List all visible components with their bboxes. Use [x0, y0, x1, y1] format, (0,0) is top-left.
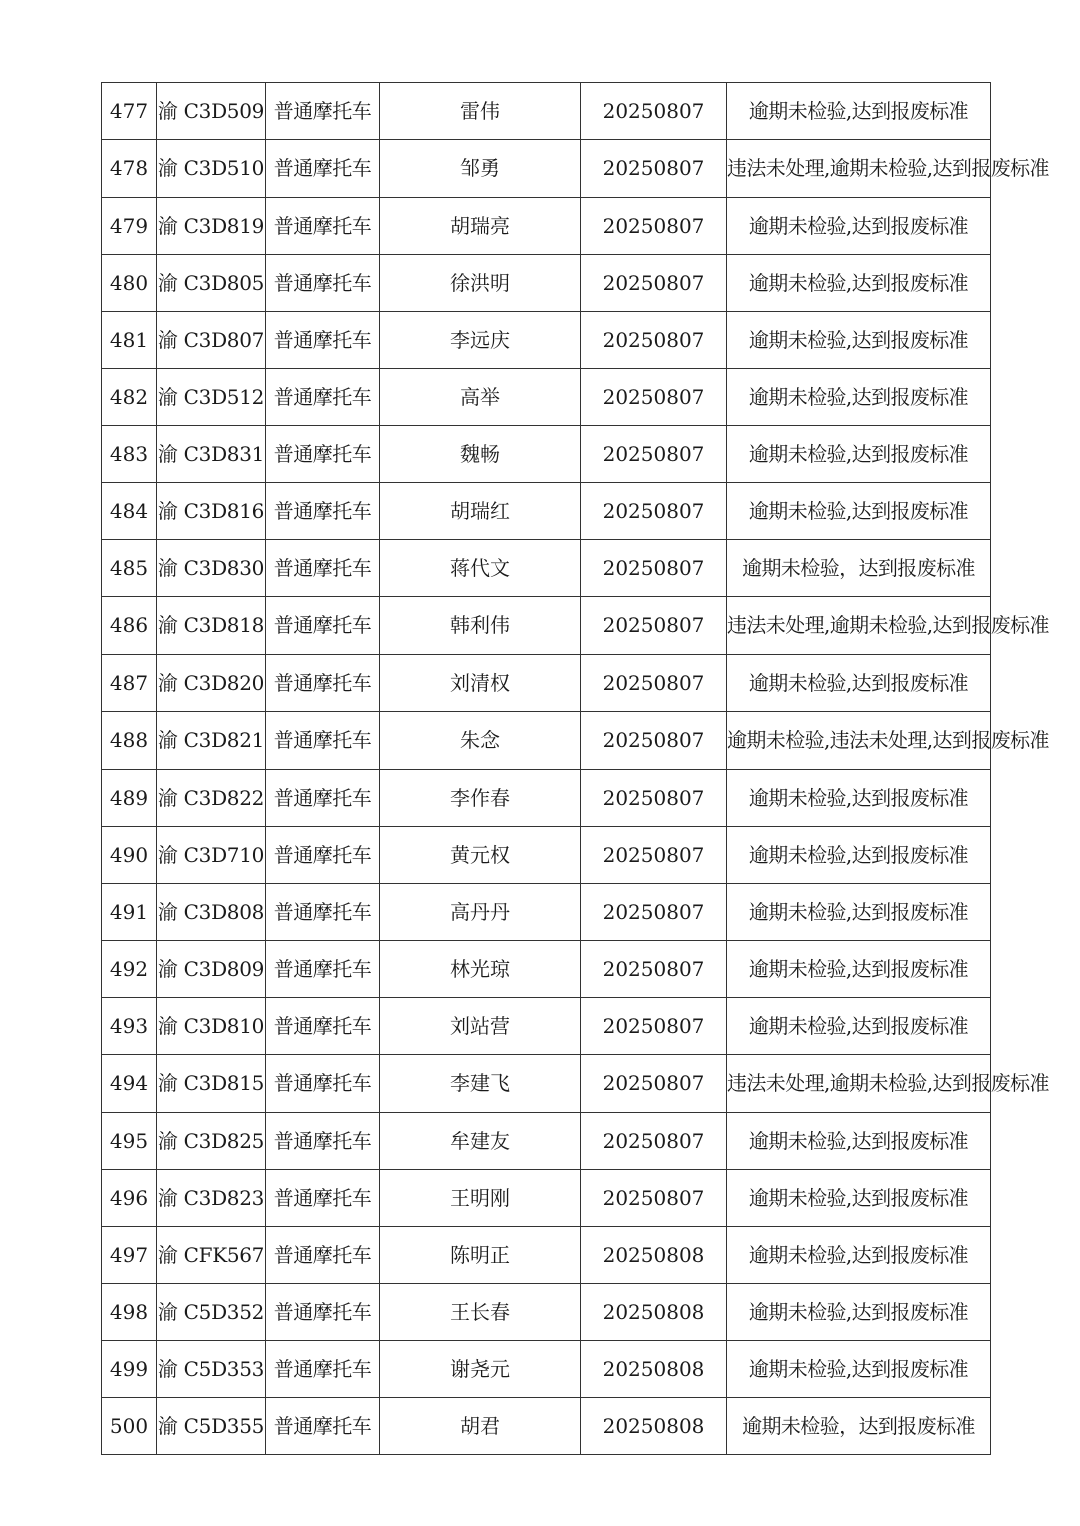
date-cell: 20250807 — [581, 941, 727, 998]
owner-name-cell: 李作春 — [380, 770, 581, 827]
row-number-cell: 486 — [102, 597, 157, 655]
reason-cell: 逾期未检验,达到报废标准 — [727, 1341, 991, 1398]
row-number-cell: 494 — [102, 1055, 157, 1113]
owner-name-cell: 高举 — [380, 369, 581, 426]
table-row — [102, 998, 991, 1055]
date-cell: 20250807 — [581, 369, 727, 426]
date-cell: 20250807 — [581, 1055, 727, 1113]
table-row — [102, 1341, 991, 1398]
owner-name-cell: 蒋代文 — [380, 540, 581, 597]
row-number-cell: 493 — [102, 998, 157, 1055]
date-cell: 20250807 — [581, 827, 727, 884]
row-number-cell: 500 — [102, 1398, 157, 1455]
reason-cell: 逾期未检验,达到报废标准 — [727, 312, 991, 369]
vehicle-type-cell: 普通摩托车 — [266, 483, 380, 540]
table-row — [102, 1055, 991, 1113]
vehicle-type-cell: 普通摩托车 — [266, 770, 380, 827]
row-number-cell: 491 — [102, 884, 157, 941]
vehicle-type-cell: 普通摩托车 — [266, 1055, 380, 1113]
reason-cell: 逾期未检验,达到报废标准 — [727, 83, 991, 140]
date-cell: 20250808 — [581, 1284, 727, 1341]
table-row — [102, 827, 991, 884]
date-cell: 20250807 — [581, 1170, 727, 1227]
owner-name-cell: 刘站营 — [380, 998, 581, 1055]
reason-cell: 逾期未检验,达到报废标准 — [727, 770, 991, 827]
plate-number-cell: 渝 C3D808 — [157, 884, 266, 941]
row-number-cell: 496 — [102, 1170, 157, 1227]
table-row — [102, 140, 991, 198]
plate-number-cell: 渝 C3D805 — [157, 255, 266, 312]
row-number-cell: 497 — [102, 1227, 157, 1284]
date-cell: 20250807 — [581, 83, 727, 140]
plate-number-cell: 渝 C3D510 — [157, 140, 266, 198]
table-body — [102, 83, 1049, 1455]
date-cell: 20250808 — [581, 1341, 727, 1398]
date-cell: 20250807 — [581, 1113, 727, 1170]
row-number-cell: 492 — [102, 941, 157, 998]
reason-cell: 逾期未检验，达到报废标准 — [727, 1398, 991, 1455]
owner-name-cell: 刘清权 — [380, 655, 581, 712]
plate-number-cell: 渝 C3D815 — [157, 1055, 266, 1113]
vehicle-type-cell: 普通摩托车 — [266, 83, 380, 140]
row-number-cell: 499 — [102, 1341, 157, 1398]
date-cell: 20250807 — [581, 426, 727, 483]
plate-number-cell: 渝 C3D512 — [157, 369, 266, 426]
table-row — [102, 426, 991, 483]
plate-number-cell: 渝 C3D822 — [157, 770, 266, 827]
row-number-cell: 481 — [102, 312, 157, 369]
vehicle-type-cell: 普通摩托车 — [266, 941, 380, 998]
reason-cell: 逾期未检验,达到报废标准 — [727, 369, 991, 426]
date-cell: 20250807 — [581, 597, 727, 655]
vehicle-type-cell: 普通摩托车 — [266, 998, 380, 1055]
owner-name-cell: 谢尧元 — [380, 1341, 581, 1398]
vehicle-type-cell: 普通摩托车 — [266, 255, 380, 312]
vehicle-type-cell: 普通摩托车 — [266, 369, 380, 426]
row-number-cell: 483 — [102, 426, 157, 483]
plate-number-cell: 渝 C3D819 — [157, 198, 266, 255]
vehicle-type-cell: 普通摩托车 — [266, 827, 380, 884]
reason-cell: 逾期未检验,达到报废标准 — [727, 884, 991, 941]
plate-number-cell: 渝 C3D809 — [157, 941, 266, 998]
row-number-cell: 489 — [102, 770, 157, 827]
table-row — [102, 1284, 991, 1341]
owner-name-cell: 牟建友 — [380, 1113, 581, 1170]
table-row — [102, 312, 991, 369]
vehicle-type-cell: 普通摩托车 — [266, 655, 380, 712]
table-row — [102, 597, 991, 655]
table-row — [102, 655, 991, 712]
table-row — [102, 540, 991, 597]
row-number-cell: 485 — [102, 540, 157, 597]
owner-name-cell: 朱念 — [380, 712, 581, 770]
date-cell: 20250807 — [581, 712, 727, 770]
row-number-cell: 479 — [102, 198, 157, 255]
vehicle-record-table — [101, 82, 1049, 1455]
reason-cell: 违法未处理,逾期未检验,达到报废标准 — [727, 140, 991, 198]
plate-number-cell: 渝 C5D353 — [157, 1341, 266, 1398]
vehicle-type-cell: 普通摩托车 — [266, 597, 380, 655]
vehicle-type-cell: 普通摩托车 — [266, 1341, 380, 1398]
date-cell: 20250807 — [581, 483, 727, 540]
plate-number-cell: 渝 C3D810 — [157, 998, 266, 1055]
owner-name-cell: 高丹丹 — [380, 884, 581, 941]
date-cell: 20250807 — [581, 998, 727, 1055]
reason-cell: 逾期未检验,达到报废标准 — [727, 255, 991, 312]
reason-cell: 逾期未检验,达到报废标准 — [727, 1170, 991, 1227]
owner-name-cell: 林光琼 — [380, 941, 581, 998]
table-row — [102, 255, 991, 312]
date-cell: 20250807 — [581, 255, 727, 312]
plate-number-cell: 渝 C3D823 — [157, 1170, 266, 1227]
table-row — [102, 770, 991, 827]
row-number-cell: 478 — [102, 140, 157, 198]
plate-number-cell: 渝 C3D820 — [157, 655, 266, 712]
plate-number-cell: 渝 C3D816 — [157, 483, 266, 540]
row-number-cell: 495 — [102, 1113, 157, 1170]
owner-name-cell: 李远庆 — [380, 312, 581, 369]
reason-cell: 逾期未检验，达到报废标准 — [727, 540, 991, 597]
owner-name-cell: 徐洪明 — [380, 255, 581, 312]
table-row — [102, 369, 991, 426]
owner-name-cell: 王明刚 — [380, 1170, 581, 1227]
vehicle-type-cell: 普通摩托车 — [266, 1170, 380, 1227]
reason-cell: 逾期未检验,达到报废标准 — [727, 998, 991, 1055]
reason-cell: 逾期未检验,达到报废标准 — [727, 1227, 991, 1284]
owner-name-cell: 邹勇 — [380, 140, 581, 198]
reason-cell: 逾期未检验,达到报废标准 — [727, 483, 991, 540]
vehicle-type-cell: 普通摩托车 — [266, 884, 380, 941]
reason-cell: 逾期未检验,达到报废标准 — [727, 198, 991, 255]
vehicle-type-cell: 普通摩托车 — [266, 1284, 380, 1341]
reason-cell: 逾期未检验,违法未处理,达到报废标准 — [727, 712, 991, 770]
plate-number-cell: 渝 C3D821 — [157, 712, 266, 770]
table-row — [102, 483, 991, 540]
plate-number-cell: 渝 C3D825 — [157, 1113, 266, 1170]
table-row — [102, 1170, 991, 1227]
vehicle-type-cell: 普通摩托车 — [266, 1113, 380, 1170]
owner-name-cell: 胡瑞亮 — [380, 198, 581, 255]
reason-cell: 逾期未检验,达到报废标准 — [727, 1113, 991, 1170]
vehicle-type-cell: 普通摩托车 — [266, 540, 380, 597]
vehicle-type-cell: 普通摩托车 — [266, 312, 380, 369]
table-row — [102, 712, 991, 770]
date-cell: 20250807 — [581, 540, 727, 597]
row-number-cell: 490 — [102, 827, 157, 884]
table-row — [102, 1113, 991, 1170]
plate-number-cell: 渝 C3D831 — [157, 426, 266, 483]
date-cell: 20250808 — [581, 1227, 727, 1284]
owner-name-cell: 魏畅 — [380, 426, 581, 483]
plate-number-cell: 渝 C3D830 — [157, 540, 266, 597]
reason-cell: 逾期未检验,达到报废标准 — [727, 941, 991, 998]
table-row — [102, 884, 991, 941]
reason-cell: 逾期未检验,达到报废标准 — [727, 827, 991, 884]
vehicle-type-cell: 普通摩托车 — [266, 140, 380, 198]
row-number-cell: 477 — [102, 83, 157, 140]
row-number-cell: 488 — [102, 712, 157, 770]
owner-name-cell: 陈明正 — [380, 1227, 581, 1284]
date-cell: 20250807 — [581, 312, 727, 369]
date-cell: 20250808 — [581, 1398, 727, 1455]
table-row — [102, 941, 991, 998]
plate-number-cell: 渝 CFK567 — [157, 1227, 266, 1284]
vehicle-type-cell: 普通摩托车 — [266, 198, 380, 255]
plate-number-cell: 渝 C3D509 — [157, 83, 266, 140]
owner-name-cell: 李建飞 — [380, 1055, 581, 1113]
date-cell: 20250807 — [581, 198, 727, 255]
vehicle-type-cell: 普通摩托车 — [266, 712, 380, 770]
table-row — [102, 83, 991, 140]
date-cell: 20250807 — [581, 770, 727, 827]
vehicle-type-cell: 普通摩托车 — [266, 426, 380, 483]
owner-name-cell: 黄元权 — [380, 827, 581, 884]
table-row — [102, 1398, 991, 1455]
table-row — [102, 198, 991, 255]
reason-cell: 逾期未检验,达到报废标准 — [727, 1284, 991, 1341]
date-cell: 20250807 — [581, 655, 727, 712]
owner-name-cell: 胡君 — [380, 1398, 581, 1455]
row-number-cell: 498 — [102, 1284, 157, 1341]
owner-name-cell: 雷伟 — [380, 83, 581, 140]
owner-name-cell: 胡瑞红 — [380, 483, 581, 540]
plate-number-cell: 渝 C3D818 — [157, 597, 266, 655]
owner-name-cell: 王长春 — [380, 1284, 581, 1341]
table-row — [102, 1227, 991, 1284]
plate-number-cell: 渝 C5D352 — [157, 1284, 266, 1341]
date-cell: 20250807 — [581, 884, 727, 941]
date-cell: 20250807 — [581, 140, 727, 198]
reason-cell: 逾期未检验,达到报废标准 — [727, 426, 991, 483]
row-number-cell: 482 — [102, 369, 157, 426]
reason-cell: 违法未处理,逾期未检验,达到报废标准 — [727, 1055, 991, 1113]
row-number-cell: 484 — [102, 483, 157, 540]
plate-number-cell: 渝 C3D807 — [157, 312, 266, 369]
plate-number-cell: 渝 C5D355 — [157, 1398, 266, 1455]
owner-name-cell: 韩利伟 — [380, 597, 581, 655]
row-number-cell: 487 — [102, 655, 157, 712]
plate-number-cell: 渝 C3D710 — [157, 827, 266, 884]
reason-cell: 逾期未检验,达到报废标准 — [727, 655, 991, 712]
reason-cell: 违法未处理,逾期未检验,达到报废标准 — [727, 597, 991, 655]
vehicle-type-cell: 普通摩托车 — [266, 1227, 380, 1284]
vehicle-type-cell: 普通摩托车 — [266, 1398, 380, 1455]
row-number-cell: 480 — [102, 255, 157, 312]
